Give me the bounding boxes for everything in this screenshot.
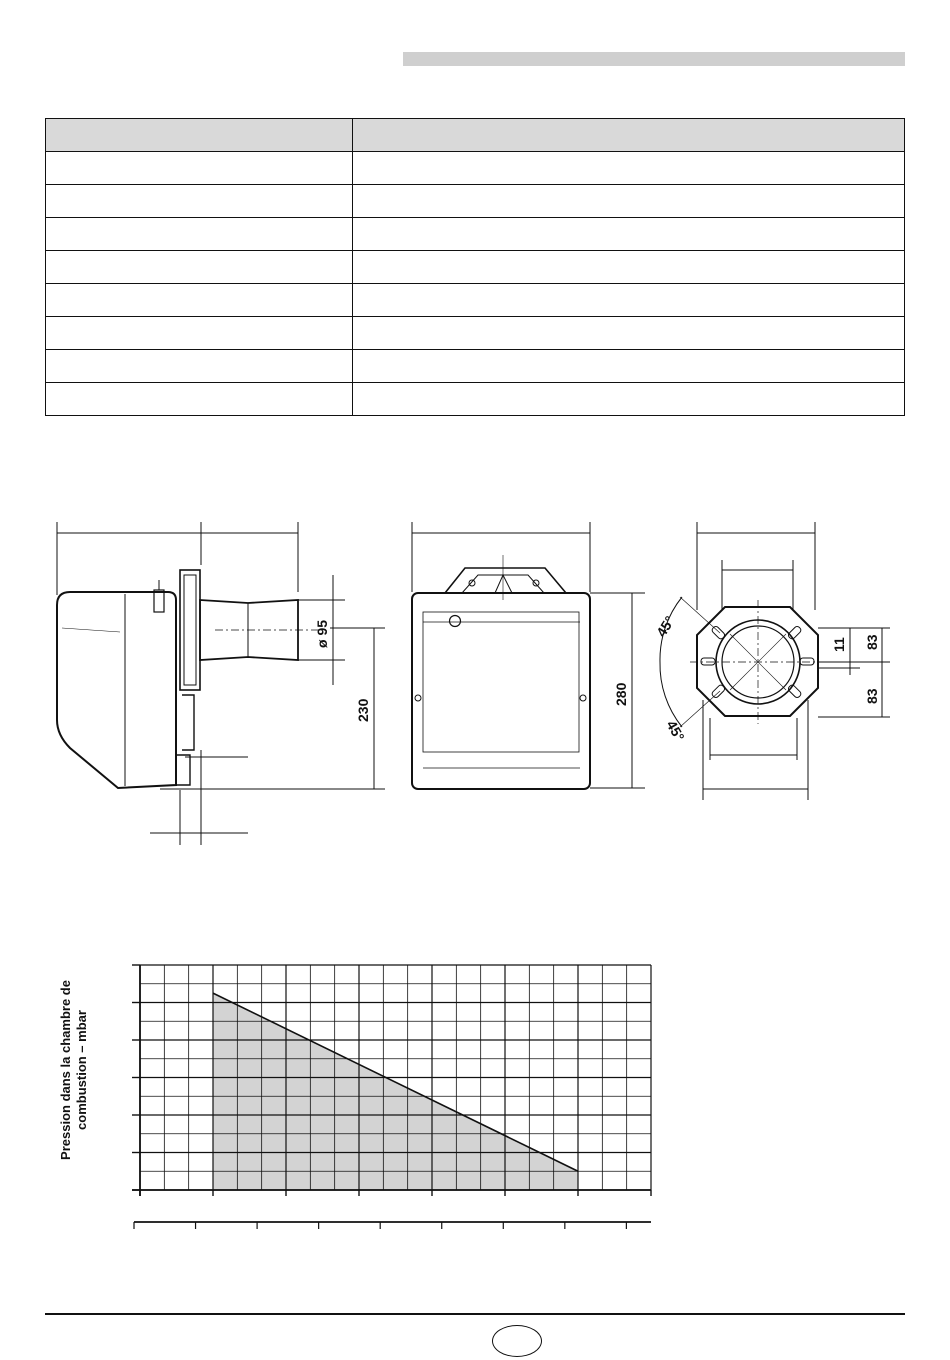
- table-row: [46, 317, 905, 350]
- dim-11-label: 11: [831, 637, 847, 652]
- angle-top-label: 45°: [652, 613, 678, 640]
- footer-rule: [45, 1313, 905, 1315]
- front-view: [412, 522, 645, 789]
- pressure-chart: [0, 940, 950, 1240]
- dim-230-label: 230: [355, 698, 371, 722]
- dim-280-label: 280: [613, 682, 629, 706]
- table-header-row: [46, 119, 905, 152]
- table-row: [46, 350, 905, 383]
- dim-diameter-label: ø 95: [314, 619, 330, 648]
- flange-view: [660, 522, 890, 800]
- spec-table: [45, 118, 905, 416]
- table-row: [46, 383, 905, 416]
- dim-83-top-label: 83: [864, 634, 880, 650]
- table-row: [46, 152, 905, 185]
- page-number-oval: [492, 1325, 542, 1357]
- header-bar: [403, 52, 905, 66]
- burner-dimension-drawing: [0, 500, 950, 860]
- table-row: [46, 284, 905, 317]
- operating-area: [213, 993, 578, 1190]
- side-view: [57, 522, 385, 845]
- table-row: [46, 218, 905, 251]
- table-row: [46, 251, 905, 284]
- ylabel-line1: Pression dans la chambre de: [58, 980, 73, 1160]
- table-row: [46, 185, 905, 218]
- ylabel-line2: combustion – mbar: [74, 1010, 89, 1130]
- dim-83-bottom-label: 83: [864, 688, 880, 704]
- angle-bottom-label: 45°: [663, 717, 688, 744]
